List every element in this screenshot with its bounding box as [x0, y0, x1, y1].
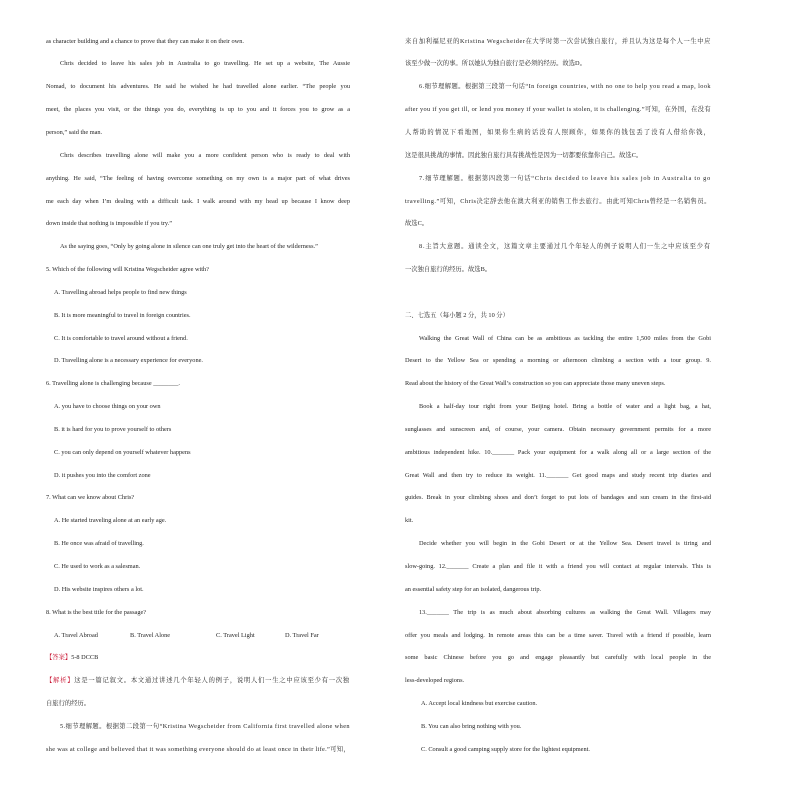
- explanation-line: [405, 122, 711, 145]
- option-text: B. He once was afraid of travelling.: [54, 540, 144, 548]
- line-text: sunglasses and sunscreen and, of course, your camera. Obtain necessary government permits for a more: [405, 425, 711, 433]
- option-text: D. it pushes you into the comfort zone: [54, 471, 151, 479]
- question-text: 7. What can we know about Chris?: [46, 494, 135, 502]
- line-content: [419, 403, 711, 410]
- passage-line: [46, 122, 350, 145]
- answer-option: [46, 442, 350, 465]
- line-text: as character building and a chance to prove that they can make it on their own.: [46, 37, 244, 45]
- line-content: [405, 60, 586, 67]
- line-content: [46, 106, 350, 113]
- explanation-line: [405, 236, 711, 259]
- answer-option: [46, 465, 350, 488]
- line-content: [405, 632, 711, 639]
- line-content: [54, 289, 187, 296]
- option-text: A. Accept local kindness but exercise caution.: [421, 700, 538, 708]
- line-content: [54, 472, 151, 479]
- explanation-line: [46, 716, 350, 739]
- line-text: Chris describes travelling alone will make you a more confident person who is ready to deal with: [60, 151, 350, 159]
- line-text: 来自加利福尼亚的Kristina Wegscheider在大学时第一次尝试独自旅行，并且认为这是每个人一生中应: [405, 37, 711, 45]
- option-text: A. you have to choose things on your own: [54, 403, 161, 411]
- line-content: [405, 129, 711, 136]
- cloze-line: [405, 510, 711, 533]
- option-text: C. Consult a good camping supply store for the lightest equipment.: [421, 745, 590, 753]
- option-text: A. He started traveling alone at an early age.: [54, 517, 167, 525]
- line-content: [54, 586, 144, 593]
- line-content: [405, 517, 413, 524]
- cloze-line: [405, 487, 711, 510]
- line-content: [46, 609, 146, 616]
- line-text: 5.细节理解题。根据第二段第一句“Kristina Wegscheider from California first travelled alone when: [60, 722, 350, 730]
- line-text: 该至少做一次的事。所以她认为独自旅行是必须的经历。故选D。: [405, 60, 586, 68]
- line-text: anything. He said, “The feeling of having overcome something on my own is a major part of what drives: [46, 174, 350, 182]
- option-text: C. It is comfortable to travel around without a friend.: [54, 334, 188, 342]
- line-content: [46, 175, 350, 182]
- line-content: [405, 266, 491, 273]
- line-text: me each day when I’m dealing with a difficult task. I walk around with my head up because I know deep: [46, 197, 350, 205]
- answer-option: [46, 419, 350, 442]
- line-content: [405, 563, 711, 570]
- explanation-line: [405, 145, 711, 168]
- analysis-label: 【解析】: [46, 677, 75, 685]
- line-content: [46, 677, 350, 684]
- line-content: [421, 746, 590, 753]
- question-text: 6. Travelling alone is challenging because ________.: [46, 380, 180, 388]
- line-text: Desert to the Yellow Sea or spending a morning or afternoon climbing a section with a tour group. 9.: [405, 357, 711, 365]
- line-content: [46, 198, 350, 205]
- answer-option: [46, 328, 350, 351]
- line-content: [46, 494, 134, 501]
- left-column: [46, 31, 350, 762]
- answer-key: [46, 647, 350, 670]
- analysis-text: 自旅行的经历。: [46, 700, 91, 708]
- explanation-line: [405, 213, 711, 236]
- answer-option: [46, 533, 350, 556]
- line-content: [54, 335, 188, 342]
- cloze-option: [405, 693, 711, 716]
- analysis-text: 这是一篇记叙文。本文通过讲述几个年轻人的例子，说明人们一生之中应该至少有一次独: [74, 677, 351, 685]
- line-content: [421, 723, 521, 730]
- line-content: [46, 220, 172, 227]
- line-content: [54, 449, 191, 456]
- cloze-line: [405, 419, 711, 442]
- cloze-line: [405, 442, 711, 465]
- option-text: B. It is more meaningful to travel in foreign countries.: [54, 311, 191, 319]
- line-text: 8.主旨大意题。通读全文，这篇文章主要通过几个年轻人的例子说明人们一生之中应该至少有: [419, 243, 711, 251]
- option-text: C. He used to work as a salesman.: [54, 563, 141, 570]
- cloze-line: [405, 465, 711, 488]
- line-text: Walking the Great Wall of China can be as ambitious as tackling the entire 1,500 miles from the Gobi: [419, 334, 711, 342]
- explanation-line: [405, 259, 711, 282]
- line-content: [405, 312, 509, 319]
- answer-option: [46, 396, 350, 419]
- line-content: [419, 335, 711, 342]
- cloze-line: [405, 602, 711, 625]
- line-content: [405, 106, 711, 113]
- line-content: [60, 152, 350, 159]
- cloze-line: [405, 373, 711, 396]
- question-stem: [46, 602, 350, 625]
- option-text: D. His website inspires others a lot.: [54, 585, 144, 593]
- line-content: [54, 540, 144, 547]
- answer-option: C. Travel Light: [216, 631, 255, 639]
- cloze-line: [405, 350, 711, 373]
- line-text: Nomad, to document his adventures. He said he wished he had travelled alone earlier. “The people you: [46, 83, 350, 91]
- line-content: [54, 357, 203, 364]
- line-content: [46, 654, 98, 661]
- passage-line: [46, 145, 350, 168]
- passage-line: [46, 31, 350, 54]
- line-content: [421, 700, 537, 707]
- line-text: guides. Break in your climbing shoes and don’t forget to put lots of bandages and sun cream in the first-aid: [405, 494, 711, 502]
- cloze-line: [405, 328, 711, 351]
- line-content: [54, 426, 171, 433]
- explanation-line: [405, 53, 711, 76]
- line-text: kit.: [405, 517, 414, 525]
- line-content: [54, 632, 319, 639]
- line-content: [54, 403, 161, 410]
- option-text: D. Travelling alone is a necessary experience for everyone.: [54, 357, 203, 365]
- line-content: [405, 586, 541, 593]
- line-content: [46, 746, 350, 753]
- line-content: [419, 83, 711, 90]
- option-text: C. you can only depend on yourself whatever happens: [54, 448, 191, 456]
- line-content: [54, 563, 140, 570]
- line-text: 13._______ The trip is as much about absorbing cultures as walking the Great Wall. Villagers may: [419, 608, 711, 616]
- cloze-option: [405, 739, 711, 762]
- cloze-line: [405, 396, 711, 419]
- line-text: 7.细节理解题。根据第四段第一句话“Chris decided to leave his sales job in Australia to go: [419, 174, 711, 182]
- passage-line: [46, 53, 350, 76]
- question-stem: [46, 487, 350, 510]
- line-content: [419, 540, 711, 547]
- answer-option: D. Travel Far: [285, 631, 319, 639]
- line-content: [60, 60, 350, 67]
- line-text: 一次独自旅行的经历。故选B。: [405, 266, 492, 274]
- line-content: [46, 38, 244, 45]
- passage-line: [46, 76, 350, 99]
- line-text: person,” said the man.: [46, 128, 103, 136]
- line-text: 这是很具挑战的事情。因此独自旅行具有挑战性是因为一切都要依靠你自己。故选C。: [405, 151, 643, 159]
- passage-line: [46, 191, 350, 214]
- explanation-line: [405, 168, 711, 191]
- cloze-line: [405, 556, 711, 579]
- line-text: travelling.”可知，Chris决定辞去他在澳大利亚的销售工作去旅行。由此可知Chris曾经是一名销售员。: [405, 197, 711, 205]
- question-text: 8. What is the best title for the passage?: [46, 608, 147, 616]
- cloze-line: [405, 579, 711, 602]
- line-text: an essential safety step for an isolated, dangerous trip.: [405, 585, 542, 593]
- answer-option: A. Travel Abroad: [54, 631, 98, 639]
- answer-option: [46, 579, 350, 602]
- line-content: [419, 243, 711, 250]
- answer-option: [46, 282, 350, 305]
- line-text: after you if you get ill, or lend you money if your wallet is stolen, it is challenging.”可知，在外国，在没有: [405, 106, 711, 114]
- answer-option: [46, 510, 350, 533]
- line-content: [419, 175, 711, 182]
- passage-line: [46, 168, 350, 191]
- cloze-line: [405, 625, 711, 648]
- line-text: Great Wall and then try to reduce its weight. 11._______ Get good maps and study recent trip diaries and: [405, 471, 711, 479]
- line-content: [405, 38, 711, 45]
- question-stem: [46, 259, 350, 282]
- line-content: [405, 654, 711, 661]
- option-text: B. it is hard for you to prove yourself to others: [54, 425, 172, 433]
- explanation-line: [405, 99, 711, 122]
- line-text: Read about the history of the Great Wall’s construction so you can appreciate those many uneven steps.: [405, 380, 666, 388]
- line-text: slow-going. 12._______ Create a plan and file it with a friend you will contact at regular intervals. This is: [405, 563, 711, 570]
- explanation-line: [405, 191, 711, 214]
- line-text: Chris decided to leave his sales job in Australia to go travelling. He set up a website, The Aussie: [60, 60, 350, 68]
- line-content: [46, 266, 209, 273]
- line-text: she was at college and believed that it was something everyone should do at least once in their life.”可知，: [46, 745, 350, 753]
- line-content: [405, 220, 428, 227]
- line-content: [405, 449, 711, 456]
- line-content: [405, 380, 665, 387]
- passage-line: [46, 213, 350, 236]
- line-content: [405, 426, 711, 433]
- line-content: [46, 129, 102, 136]
- line-content: [405, 472, 711, 479]
- line-text: down inside that nothing is impossible if you try.”: [46, 220, 173, 228]
- line-content: [60, 243, 318, 250]
- line-content: [405, 357, 711, 364]
- cloze-line: [405, 670, 711, 693]
- cloze-option: [405, 716, 711, 739]
- line-text: some basic Chinese before you go and engage pleasantly but carefully with local people in the: [405, 654, 711, 662]
- section-heading-text: 二、七选五（每小题 2 分，共 10 分）: [405, 311, 509, 319]
- explanation-line: [405, 76, 711, 99]
- line-content: [405, 198, 711, 205]
- option-text: A. Travelling abroad helps people to find new things: [54, 288, 187, 296]
- passage-line: [46, 236, 350, 259]
- line-content: [54, 517, 166, 524]
- right-column: [405, 31, 711, 762]
- cloze-line: [405, 533, 711, 556]
- answer-option: B. Travel Alone: [130, 631, 171, 639]
- option-text: B. You can also bring nothing with you.: [421, 722, 522, 730]
- answer-option: [46, 556, 350, 579]
- line-text: ambitious independent hike. 10._______ Pack your equipment for a walk along all or a large section of the: [405, 448, 711, 456]
- line-text: offer you meals and lodging. In remote areas this can be a time saver. Travel with a friend if possible, learn: [405, 631, 711, 639]
- answer-option: [46, 305, 350, 328]
- explanation-line: [405, 31, 711, 54]
- line-content: [60, 723, 350, 730]
- answer-options-row: [46, 625, 350, 648]
- line-content: [46, 83, 350, 90]
- question-text: 5. Which of the following will Kristina Wegscheider agree with?: [46, 266, 209, 274]
- explanation-line: [46, 739, 350, 762]
- line-text: Decide whether you will begin in the Gobi Desert or at the Yellow Sea. Desert travel is tiring and: [419, 540, 711, 548]
- line-content: [405, 494, 711, 501]
- line-text: meet, the places you visit, or the things you do, everything is up to you and it forces you to grow as a: [46, 106, 350, 114]
- line-text: 故选C。: [405, 220, 429, 228]
- line-text: 6.细节理解题。根据第三段第一句话“In foreign countries, with no one to help you read a map, look: [419, 83, 711, 91]
- section-heading: [405, 305, 711, 328]
- answer-text: 5-8 DCCB: [71, 654, 99, 662]
- analysis-line: [46, 670, 350, 693]
- question-stem: [46, 373, 350, 396]
- cloze-line: [405, 647, 711, 670]
- line-content: [419, 609, 711, 616]
- analysis-line: [46, 693, 350, 716]
- line-content: [54, 312, 191, 319]
- answer-option: [46, 350, 350, 373]
- passage-line: [46, 99, 350, 122]
- line-content: [46, 380, 180, 387]
- line-text: 人帮助的情况下看地图，如果你生病的话没有人照顾你，如果你的钱包丢了没有人借给你钱，: [405, 128, 711, 136]
- line-text: less-developed regions.: [405, 677, 465, 685]
- line-content: [405, 677, 464, 684]
- line-text: As the saying goes, “Only by going alone in silence can one truly get into the heart of the wilderness.”: [60, 243, 318, 251]
- line-text: Book a half-day tour right from your Beijing hotel. Bring a bottle of water and a light bag, a hat,: [419, 403, 711, 411]
- answer-label: 【答案】: [46, 654, 72, 662]
- line-content: [46, 700, 90, 707]
- line-content: [405, 152, 642, 159]
